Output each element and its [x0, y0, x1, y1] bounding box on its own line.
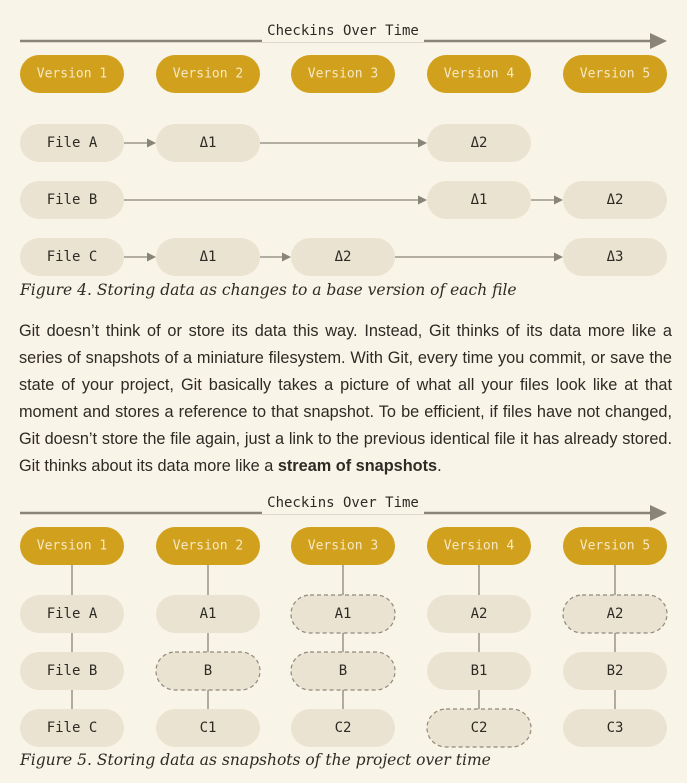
snapshot-label: C2	[334, 720, 352, 736]
file-label: File A	[46, 135, 98, 151]
version-label: Version 3	[307, 66, 379, 82]
version-label: Version 4	[443, 66, 515, 82]
file-label: File C	[46, 720, 98, 736]
snapshot-label: B1	[470, 663, 488, 679]
figure-4-caption: Figure 4. Storing data as changes to a base version of each file	[20, 281, 517, 299]
paragraph-text: Git doesn’t think of or store its data this way. Instead, Git thinks of its data more like a series of snapshots of a miniature filesystem. With Git, every time you commit, or save the state of your project, Git basically takes a picture of what all your files look like at that moment and stores a reference to that snapshot. To be efficient, if files have not changed, Git doesn’t store the file again, just a link to the previous identical file it has already stored. Git thinks about its data more like a	[19, 322, 672, 475]
version-label: Version 3	[307, 538, 379, 554]
delta-arrowhead	[554, 196, 563, 205]
version-label: Version 4	[443, 538, 515, 554]
delta-arrowhead	[554, 253, 563, 262]
snapshot-label: B	[203, 663, 213, 679]
version-label: Version 1	[36, 538, 108, 554]
snapshot-label: C2	[470, 720, 488, 736]
delta-label: Δ1	[199, 135, 217, 151]
paragraph-end: .	[437, 457, 442, 475]
snapshot-label: A1	[334, 606, 352, 622]
snapshot-label: C1	[199, 720, 217, 736]
delta-label: Δ3	[606, 249, 624, 265]
delta-label: Δ1	[199, 249, 217, 265]
delta-arrowhead	[147, 253, 156, 262]
delta-label: Δ1	[470, 192, 488, 208]
figure-4-diagram	[0, 14, 687, 280]
version-label: Version 5	[579, 538, 651, 554]
timeline-label: Checkins Over Time	[267, 23, 419, 39]
version-label: Version 1	[36, 66, 108, 82]
timeline-label: Checkins Over Time	[267, 495, 419, 511]
version-label: Version 2	[172, 66, 244, 82]
delta-arrowhead	[282, 253, 291, 262]
body-paragraph	[19, 318, 672, 480]
delta-label: Δ2	[334, 249, 352, 265]
snapshot-label: B	[338, 663, 348, 679]
figure-5-caption: Figure 5. Storing data as snapshots of the project over time	[20, 751, 491, 769]
snapshot-label: A2	[606, 606, 624, 622]
delta-label: Δ2	[470, 135, 488, 151]
paragraph-bold-term: stream of snapshots	[277, 457, 438, 475]
file-label: File C	[46, 249, 98, 265]
version-label: Version 2	[172, 538, 244, 554]
snapshot-label: B2	[606, 663, 624, 679]
figure-4-svg	[0, 14, 687, 280]
file-label: File B	[46, 192, 98, 208]
file-label: File B	[46, 663, 98, 679]
timeline-arrowhead	[650, 505, 667, 521]
version-label: Version 5	[579, 66, 651, 82]
delta-arrowhead	[147, 139, 156, 148]
snapshot-label: A2	[470, 606, 488, 622]
file-label: File A	[46, 606, 98, 622]
figure-5-diagram	[0, 486, 687, 752]
delta-arrowhead	[418, 139, 427, 148]
delta-arrowhead	[418, 196, 427, 205]
figure-5-svg	[0, 486, 687, 752]
snapshot-label: A1	[199, 606, 217, 622]
delta-label: Δ2	[606, 192, 624, 208]
timeline-arrowhead	[650, 33, 667, 49]
snapshot-label: C3	[606, 720, 624, 736]
